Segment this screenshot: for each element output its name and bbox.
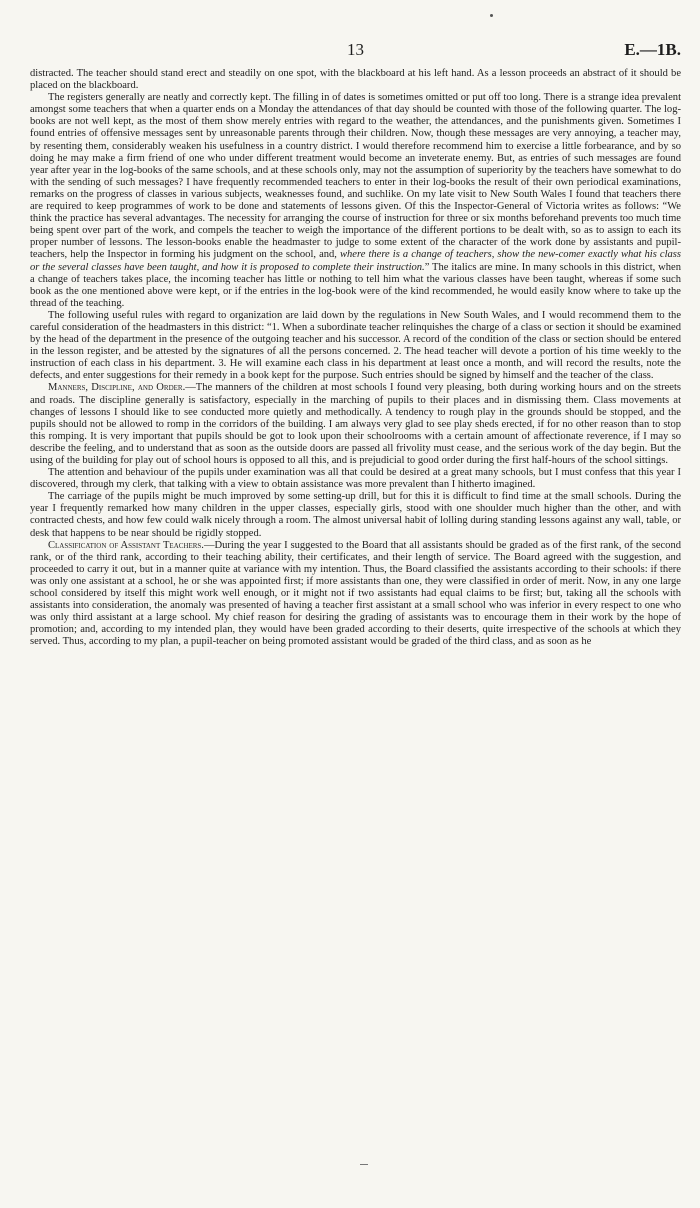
paragraph: Classification of Assistant Teachers.—During the year I suggested to the Board that all assistants should be graded as of the first rank, of the second rank, or of the third rank, according to their teaching ability, their certificates, and their length of service. The Board agreed with the suggestion, and proceeded to carry it out, but in a manner quite at variance with my intention. Thus, the Board classified the assistants according to their schools: if there was only one assistant at a school, he or she was appointed first; if more assistants than one, they were classified in order of merit. Now, in any one large school considered by itself this might work well enough, or it might not if two assistants had equal claims to be first; but, taking all the schools with assistants into consideration, the anomaly was presented of having a teacher first assistant at a small school who was inferior in every respect to one who was only third assistant at a large school. My chief reason for desiring the grading of assistants was to encourage them in their work by the hope of promotion; and, according to my intended plan, they would have been graded according to their deserts, quite irrespective of the schools at which they served. Thus, according to my plan, a pupil-teacher on being promoted assistant would be graded of the third class, and as soon as he bbox=[30, 539, 681, 648]
paragraph: Manners, Discipline, and Order.—The manners of the children at most schools I found very pleasing, both during working hours and on the streets and roads. The discipline generally is satisfactory, especially in the marching of pupils to their places and in dismissing them. Class movements at changes of lessons I should like to see conducted more quietly and methodically. A tendency to rough play in the grounds should be stopped, and the pupils should not be allowed to romp in the corridors of the building. I am always very glad to see play sheds erected, if for no other reason than to stop this romping. It is very important that pupils should be got to look upon their schoolrooms with a certain amount of affectionate reverence, if I may so describe the feeling, and to understand that as soon as the outside doors are passed all frivolity must cease, and the serious work of the day begin. But the using of the building for play out of school hours is opposed to all this, and is prejudicial to good order during the first half-hours of the school sittings. bbox=[30, 382, 682, 466]
paragraph: distracted. The teacher should stand erect and steadily on one spot, with the blackboard at his left hand. As a lesson proceeds an abstract of it should be placed on the blackboard. bbox=[30, 68, 681, 92]
document-page bbox=[30, 40, 681, 649]
document-reference: E.—1B. bbox=[624, 40, 681, 59]
page-header bbox=[30, 40, 681, 64]
paragraph: The following useful rules with regard to organization are laid down by the regulations in New South Wales, and I would recommend them to the careful consideration of the headmasters in this district: “1. When a subordinate teacher relinquishes the charge of a class or section it should be examined by the head of the department in the presence of the outgoing teacher and his successor. A record of the condition of the class or section should be entered in the lesson register, and be attested by the signatures of all the persons concerned. 2. The head teacher will devote a portion of his time weekly to the instruction of each class in his department. 3. He will examine each class in his department at least once a month, and will record the results, note the defects, and enter suggestions for their remedy in a book kept for the purpose. Such entries should be signed by himself and the teacher of the class. bbox=[30, 309, 681, 382]
paragraph: The attention and behaviour of the pupils under examination was all that could be desired at a great many schools, but I must confess that this year I discovered, through my clerk, that talking with a view to obtain assistance was more prevalent than I hitherto imagined. bbox=[30, 467, 681, 491]
print-speck bbox=[490, 14, 493, 17]
body-text bbox=[30, 68, 681, 649]
page-number: 13 bbox=[347, 40, 364, 59]
section-heading: Classification of Assistant Teachers. bbox=[48, 539, 204, 551]
italic-quote: where there is a change of teachers, show the new-comer exactly what his class or the several classes have been taught, and how it is proposed to complete their instruction. bbox=[30, 249, 681, 273]
print-mark bbox=[360, 1164, 368, 1165]
paragraph: The carriage of the pupils might be much improved by some setting-up drill, but for this it is difficult to find time at the small schools. During the year I frequently remarked how many children in the upper classes, especially girls, stood with one shoulder much higher than the other, and with contracted chests, and how few could walk nicely through a room. The almost universal habit of lolling during standing lessons against any wall, table, or desk that happens to be near should be rigidly stopped. bbox=[30, 491, 681, 539]
section-heading: Manners, Discipline, and Order. bbox=[48, 382, 186, 394]
paragraph: The registers generally are neatly and correctly kept. The filling in of dates is sometimes omitted or put off too long. There is a strange idea prevalent amongst some teachers that when a quarter ends on a Monday the attendances of that day should be counted with those of the following quarter. The log-books are not well kept, as the most of them show merely entries with regard to the weather, the attendances, and the punishments given. Sometimes I found entries of offensive messages sent by unreasonable parents through their children. Now, though these messages are very annoying, a teacher may, by resenting them, considerably weaken his usefulness in a country district. I would therefore recommend him to exercise a little forbearance, and by so doing he may make a firm friend of one who under different treatment would become an inveterate enemy. But, as entries of such messages are found year after year in the log-books of the same schools, and at these schools only, may not the assumption of superiority by the teachers have somewhat to do with the sending of such messages? I have frequently recommended teachers to enter in their log-books the result of their own periodical examinations, remarks on the progress of classes in various subjects, weaknesses found, and suchlike. On my late visit to New South Wales I found that teachers there are required to keep programmes of work to be done and statements of lessons given. Of this the Inspector-General of Victoria writes as follows: “We think the practice has several advantages. The necessity for arranging the course of instruction for three or six months beforehand prevents too much time being spent over part of the work, and compels the teacher to weigh the importance of the different portions to be dealt with, so as to assign to each its proper number of lessons. The lesson-books enable the headmaster to judge to some extent of the character of the work done by assistants and pupil-teachers, help the Inspector in forming his judgment on the school, and, where there is a change of teachers, show the new-comer exactly what his class or the several classes have been taught, and how it is proposed to complete their instruction.” The italics are mine. In many schools in this district, when a change of teachers takes place, the incoming teacher has little or nothing to tell him what the various classes have been taught, whereas if some such book as the one mentioned above were kept, or if the entries in the log-book were of the kind recommended, he would easily know where to take up the thread of the teaching. bbox=[30, 92, 682, 309]
